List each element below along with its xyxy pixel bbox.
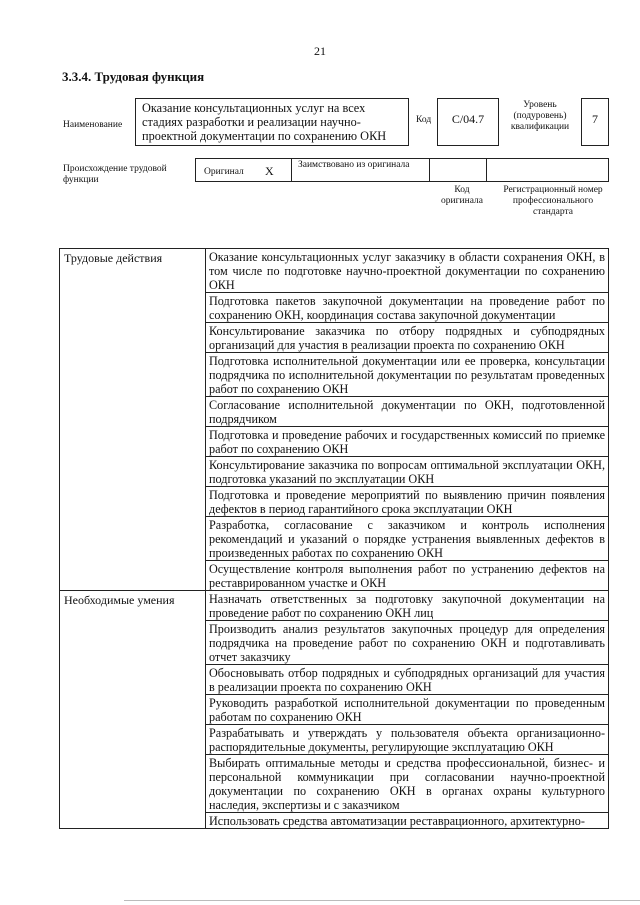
table-cell: Использовать средства автоматизации реставрационного, архитектурно- [206, 813, 609, 829]
section-title: 3.3.4. Трудовая функция [62, 69, 205, 84]
borrowed-label: Заимствовано из оригинала [298, 160, 410, 170]
table-cell: Разработка, согласование с заказчиком и контроль исполнения рекомендаций и указаний о порядке устранения выявленных дефектов в произведенных работах по сохранению ОКН [206, 517, 609, 561]
divider [429, 158, 430, 182]
table-cell: Выбирать оптимальные методы и средства профессиональной, бизнес- и персональной коммуникации при согласовании научно-проектной документации по сохранению ОКН в органах охраны культурного наследия, экспертизы и с заказчиком [206, 755, 609, 813]
code-value: С/04.7 [451, 112, 485, 126]
original-label: Оригинал [204, 167, 244, 177]
table-cell: Подготовка и проведение рабочих и государственных комиссий по приемке работ по сохранению ОКН [206, 427, 609, 457]
origin-code-label: Код оригинала [441, 185, 483, 206]
table-cell: Назначать ответственных за подготовку закупочной документации на проведение работ по сохранению ОКН лиц [206, 591, 609, 621]
table-cell: Подготовка исполнительной документации или ее проверка, консультации подрядчика по исполнительной документации по результатам проведенных работ по сохранению ОКН [206, 353, 609, 397]
function-name-box [135, 98, 409, 146]
table-row [60, 249, 609, 293]
divider [291, 158, 292, 182]
table-cell: Обосновывать отбор подрядных и субподрядных организаций для участия в реализации проекта по сохранению ОКН [206, 665, 609, 695]
table-cell: Подготовка и проведение мероприятий по выявлению причин появления дефектов в период гарантийного срока эксплуатации ОКН [206, 487, 609, 517]
table-cell: Разрабатывать и утверждать у пользователя объекта организационно-распорядительные документы, регулирующие эксплуатацию ОКН [206, 725, 609, 755]
divider [486, 158, 487, 182]
section-heading: Необходимые умения [60, 591, 206, 829]
code-box [437, 98, 499, 146]
section-heading: Трудовые действия [60, 249, 206, 591]
table-cell: Руководить разработкой исполнительной документации по проведенным работам по сохранению ОКН [206, 695, 609, 725]
name-label: Наименование [63, 120, 123, 130]
level-value: 7 [592, 112, 598, 126]
table-cell: Производить анализ результатов закупочных процедур для определения подрядчика на проведение работ по сохранению ОКН и подготавливать отчет заказчику [206, 621, 609, 665]
level-box [581, 98, 609, 146]
table-cell: Консультирование заказчика по вопросам оптимальной эксплуатации ОКН, подготовка указаний по эксплуатации ОКН [206, 457, 609, 487]
table-cell: Консультирование заказчика по отбору подрядных и субподрядных организаций для участия в реализации проекта по сохранению ОКН [206, 323, 609, 353]
code-label: Код [416, 115, 432, 125]
table-cell: Подготовка пакетов закупочной документации на проведение работ по сохранению ОКН, координация состава закупочной документации [206, 293, 609, 323]
original-mark: X [265, 164, 274, 178]
function-details-table [59, 248, 609, 829]
origin-row [195, 158, 609, 182]
table-cell: Осуществление контроля выполнения работ по устранению дефектов на реставрированном участке и ОКН [206, 561, 609, 591]
divider [124, 900, 640, 901]
page-number: 21 [314, 44, 326, 58]
function-name-value: Оказание консультационных услуг на всех стадиях разработки и реализации научно-проектной документации по сохранению ОКН [142, 101, 387, 143]
table-row [60, 591, 609, 621]
origin-label: Происхождение трудовой функции [63, 164, 167, 185]
table-cell: Оказание консультационных услуг заказчику в области сохранения ОКН, в том числе по подготовке научно-проектной документации по сохранению ОКН [206, 249, 609, 293]
table-cell: Согласование исполнительной документации по ОКН, подготовленной подрядчиком [206, 397, 609, 427]
reg-number-label: Регистрационный номер профессионального стандарта [503, 185, 603, 217]
level-label: Уровень (подуровень) квалификации [510, 100, 570, 132]
